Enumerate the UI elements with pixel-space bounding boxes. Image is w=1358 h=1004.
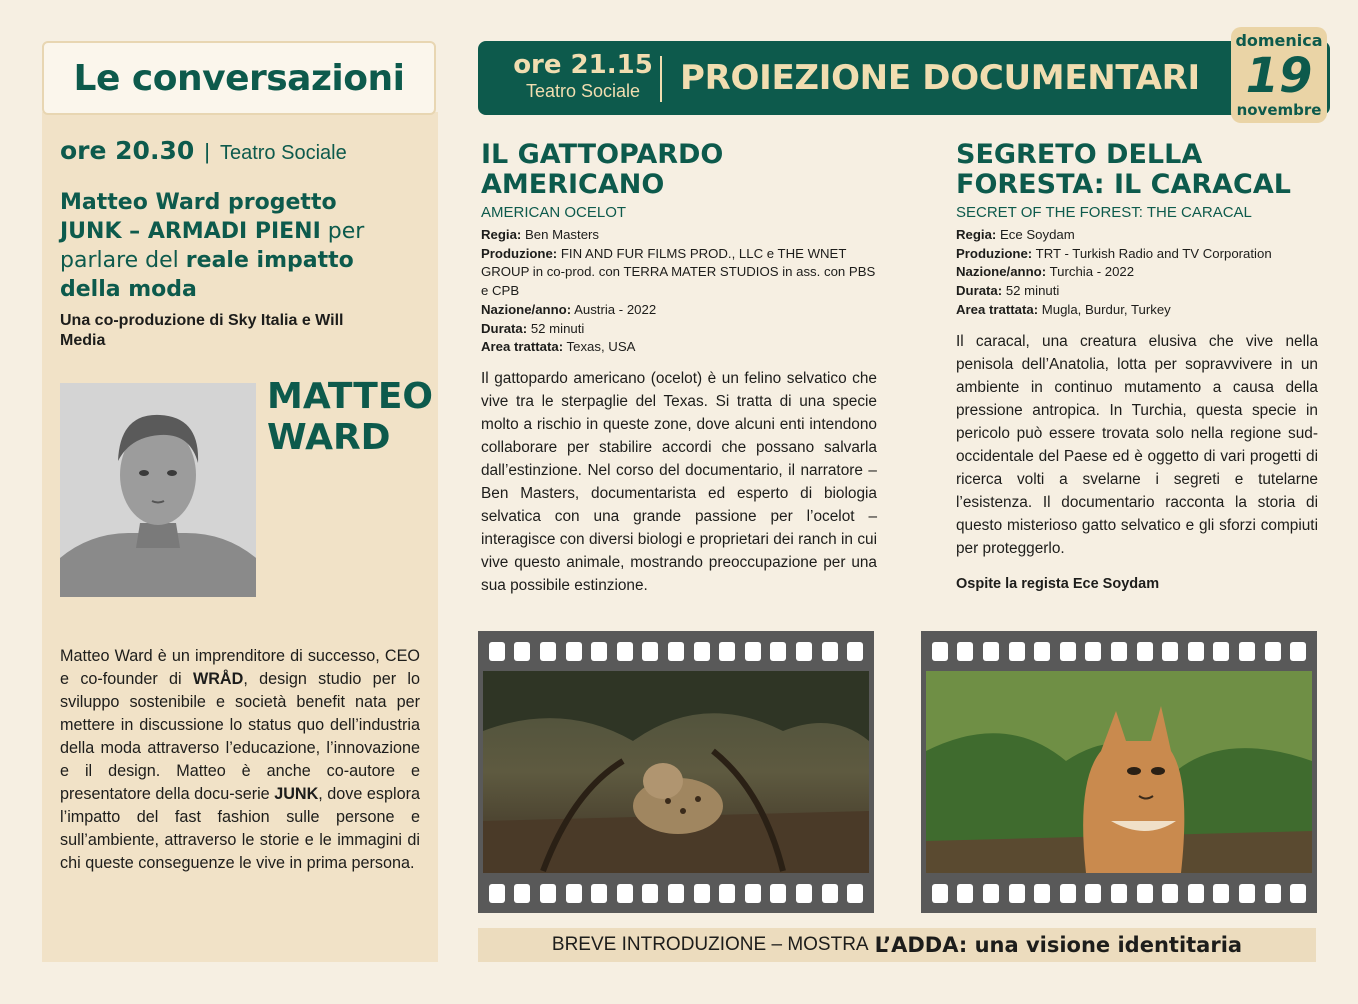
screening-venue: Teatro Sociale [525,81,641,101]
film-card-caracal [956,140,1318,592]
film-title: IL GATTOPARDO AMERICANO [481,139,724,200]
intro-bar [478,928,1316,962]
film-guest: Ospite la regista Ece Soydam [956,575,1160,592]
section-title: Le conversazioni [42,41,436,115]
film-card-ocelot [481,140,877,597]
intro-exhibition-title: L’ADDA: una visione identitaria [874,933,1243,957]
talk-title-normal: per parlare del [60,219,365,273]
filmstrip-ocelot [478,631,874,913]
talk-time: ore 20.30 [60,136,195,165]
talk-title-bold-2: reale impatto della moda [60,248,354,302]
filmstrip-caracal [921,631,1317,913]
date-weekday: domenica [1235,31,1323,50]
film-subtitle: AMERICAN OCELOT [481,204,627,221]
screening-title: PROIEZIONE DOCUMENTARI [680,58,1200,98]
talk-venue: Teatro Sociale [219,142,347,164]
caracal-photo [926,671,1312,873]
speaker-bio: Matteo Ward è un imprenditore di successo, CEO e co-founder di WRÅD, design studio per lo sviluppo sostenibile e società benefit nata per mettere in discussione lo status quo dell’industria della moda attraverso l’educazione, l’innovazione e il design. Matteo è anche co-autore e presentatore della docu-serie JUNK, dove esplora l’impatto del fast fashion sulle persone e sull’ambiente, attraverso le storie e le immagini di chi queste conseguenze le vive in prima persona. [60,647,421,872]
separator: | [204,139,210,164]
speaker-portrait [60,383,256,597]
intro-lead: BREVE INTRODUZIONE – MOSTRA [551,934,869,955]
coproduction-credit: Una co-produzione di Sky Italia e Will Media [60,312,344,349]
date-badge [1231,27,1327,123]
film-credits: Regia: Ece Soydam Produzione: TRT - Turkish Radio and TV Corporation Nazione/anno: Turchia - 2022 Durata: 52 minuti Area trattata: Mugla, Burdur, Turkey [956,227,1272,317]
film-perforations [478,638,874,664]
film-title: SEGRETO DELLA FORESTA: IL CARACAL [956,139,1291,200]
speaker-name: MATTEO WARD [267,376,434,458]
film-description: Il caracal, una creatura elusiva che vive nella penisola dell’Anatolia, lotta per sopravvivere in un ambiente in continuo mutamento a causa della pressione antropica. In Turchia, questa specie in pericolo può essere trovata solo nella regione sud-occidentale del Paese ed è oggetto di vari progetti di ricerca volti a svelarne i segreti e tutelarne l’esistenza. Il documentario racconta la storia di questo misterioso gatto selvatico e gli sforzi compiuti per proteggerlo. [956,332,1318,557]
brand-name: WRÅD [192,670,244,688]
ocelot-photo [483,671,869,873]
series-name: JUNK [274,785,319,803]
portrait-image [60,383,256,597]
screening-schedule [508,50,658,102]
film-credits: Regia: Ben Masters Produzione: FIN AND FUR FILMS PROD., LLC e THE WNET GROUP in co-prod. con TERRA MATER STUDIOS in ass. con PBS e CPB Nazione/anno: Austria - 2022 Durata: 52 minuti Area trattata: Texas, USA [481,227,876,355]
banner-divider [660,56,662,102]
date-day: 19 [1245,48,1313,104]
film-perforations [921,880,1317,906]
talk-title-bold-1: Matteo Ward progetto JUNK – ARMADI PIENI [60,190,337,244]
film-subtitle: SECRET OF THE FOREST: THE CARACAL [956,204,1252,221]
talk-title [60,188,400,304]
screening-time: ore 21.15 [513,50,653,80]
talk-schedule [60,136,347,165]
film-perforations [921,638,1317,664]
film-perforations [478,880,874,906]
film-description: Il gattopardo americano (ocelot) è un felino selvatico che vive tra le sterpaglie del Texas. Si tratta di una specie molto a rischio in queste zone, dove alcuni enti intendono collaborare per stabilire accordi che possano salvarla dall’estinzione. Nel corso del documentario, il narratore – Ben Masters, documentarista ed esperto di biologia selvatica con una grande passione per l’ocelot – interagisce con diversi biologi e proprietari dei ranch in cui vive questo animale, mostrando preoccupazione per una sua possibile estinzione. [481,369,877,594]
screening-banner [478,41,1330,115]
date-month: novembre [1236,101,1322,119]
